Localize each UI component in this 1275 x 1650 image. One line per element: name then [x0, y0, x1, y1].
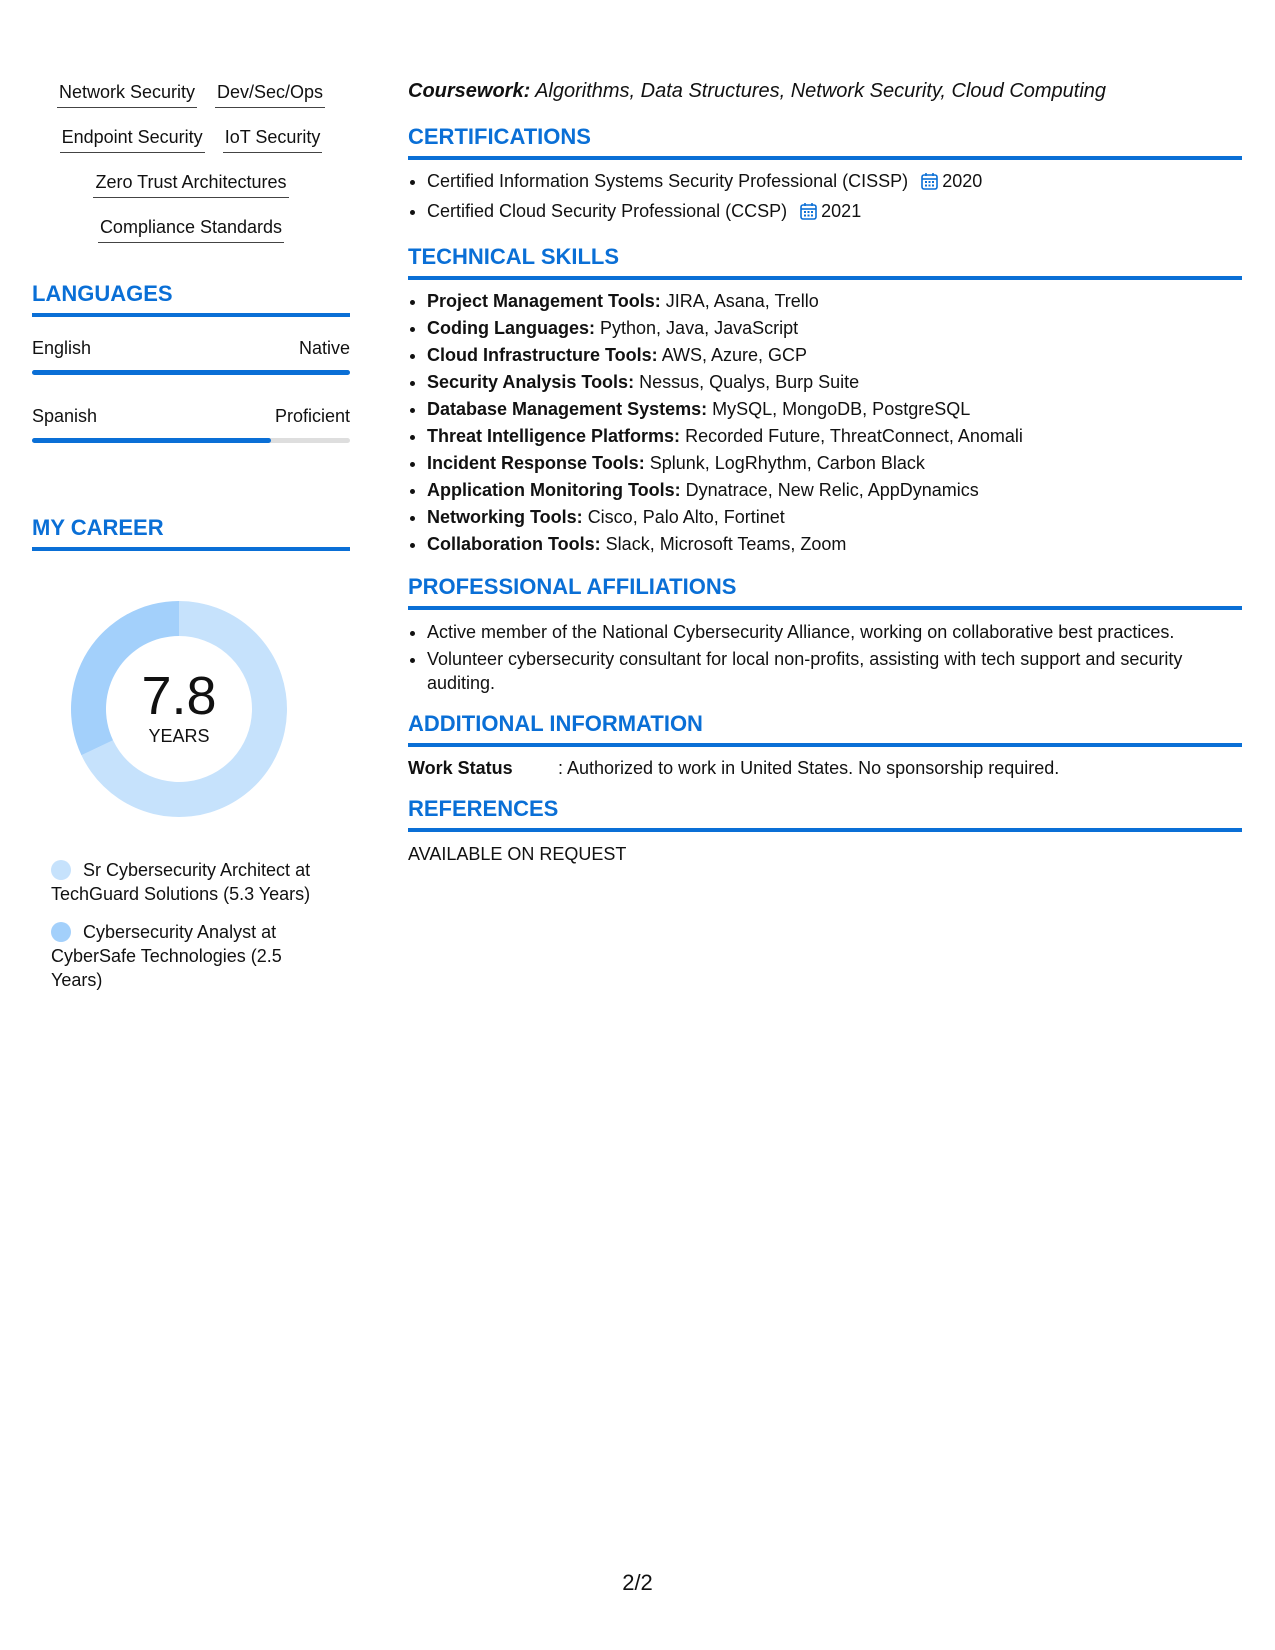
skill-value: Nessus, Qualys, Burp Suite	[639, 372, 860, 392]
additional-info-heading: ADDITIONAL INFORMATION	[408, 711, 1242, 747]
language-item	[32, 405, 350, 443]
skill-item	[427, 288, 1242, 315]
language-item	[32, 337, 350, 375]
technical-skills-list	[408, 288, 1242, 558]
technical-skills-heading: TECHNICAL SKILLS	[408, 244, 1242, 280]
right-column	[408, 78, 1242, 865]
skill-value: Python, Java, JavaScript	[600, 318, 799, 338]
references-heading: REFERENCES	[408, 796, 1242, 832]
skill-value: Splunk, LogRhythm, Carbon Black	[649, 453, 925, 473]
skill-label: Threat Intelligence Platforms:	[427, 426, 681, 446]
language-proficiency-bar	[32, 438, 350, 443]
skill-label: Project Management Tools:	[427, 291, 661, 311]
page-number: 2/2	[622, 1570, 653, 1595]
skill-value: AWS, Azure, GCP	[661, 345, 808, 365]
work-status-key: Work Status	[408, 758, 513, 778]
career-heading: MY CAREER	[32, 515, 350, 551]
career-legend	[51, 858, 331, 992]
skill-item	[427, 342, 1242, 369]
language-name: Spanish	[32, 406, 98, 426]
skill-tag: Compliance Standards	[98, 215, 284, 243]
skill-label: Security Analysis Tools:	[427, 372, 635, 392]
language-level: Native	[298, 338, 350, 358]
skill-label: Database Management Systems:	[427, 399, 708, 419]
skill-label: Networking Tools:	[427, 507, 583, 527]
affiliations-list	[408, 620, 1242, 695]
affiliation-item: • Volunteer cybersecurity consultant for local non-profits, assisting with tech support and security auditing.	[427, 647, 1242, 695]
languages-heading: LANGUAGES	[32, 281, 350, 317]
skill-tag: Zero Trust Architectures	[93, 170, 288, 198]
skill-tag: IoT Security	[223, 125, 323, 153]
skill-label: Cloud Infrastructure Tools:	[427, 345, 658, 365]
work-status-value: : Authorized to work in United States. No sponsorship required.	[558, 758, 1060, 778]
calendar-icon	[921, 171, 938, 198]
skill-item	[427, 396, 1242, 423]
tag-row	[32, 215, 350, 243]
certification-year: 2021	[821, 201, 862, 221]
certification-item	[427, 168, 1242, 198]
skill-tag: Dev/Sec/Ops	[215, 80, 325, 108]
skill-value: JIRA, Asana, Trello	[665, 291, 819, 311]
certifications-heading: CERTIFICATIONS	[408, 124, 1242, 160]
certification-name: Certified Information Systems Security Professional (CISSP)	[427, 171, 909, 191]
career-legend-item	[51, 858, 331, 906]
skill-item	[427, 369, 1242, 396]
legend-dot-icon	[51, 922, 71, 942]
skill-tag: Endpoint Security	[60, 125, 205, 153]
skill-value: Recorded Future, ThreatConnect, Anomali	[685, 426, 1023, 446]
skill-label: Coding Languages:	[427, 318, 595, 338]
skill-tag: Network Security	[57, 80, 197, 108]
coursework-label: Coursework:	[408, 80, 531, 102]
affiliation-item: • Active member of the National Cybersecurity Alliance, working on collaborative best practices.	[427, 620, 1242, 644]
skill-item	[427, 423, 1242, 450]
skill-item	[427, 504, 1242, 531]
language-name: English	[32, 338, 92, 358]
language-proficiency-fill	[32, 438, 271, 443]
skill-item	[427, 531, 1242, 558]
skill-label: Incident Response Tools:	[427, 453, 645, 473]
affiliations-heading: PROFESSIONAL AFFILIATIONS	[408, 574, 1242, 610]
legend-dot-icon	[51, 860, 71, 880]
certification-name: Certified Cloud Security Professional (CCSP)	[427, 201, 788, 221]
total-years-value: 7.8	[141, 666, 217, 726]
work-status-row	[408, 756, 1242, 780]
certification-item	[427, 198, 1242, 228]
career-legend-item	[51, 920, 331, 992]
calendar-icon	[800, 201, 817, 228]
certifications-list	[408, 168, 1242, 228]
skill-item	[427, 450, 1242, 477]
skill-label: Application Monitoring Tools:	[427, 480, 681, 500]
skill-value: Dynatrace, New Relic, AppDynamics	[685, 480, 979, 500]
skill-value: MySQL, MongoDB, PostgreSQL	[712, 399, 971, 419]
coursework	[408, 78, 1242, 104]
career-donut-chart	[66, 596, 292, 822]
language-proficiency-bar	[32, 370, 350, 375]
skill-item	[427, 315, 1242, 342]
total-years-label: YEARS	[148, 726, 210, 746]
language-proficiency-fill	[32, 370, 350, 375]
references-text: AVAILABLE ON REQUEST	[408, 844, 627, 864]
skill-value: Cisco, Palo Alto, Fortinet	[587, 507, 785, 527]
legend-label: Cybersecurity Analyst at CyberSafe Technologies (2.5 Years)	[51, 922, 282, 990]
coursework-text: Algorithms, Data Structures, Network Security, Cloud Computing	[535, 80, 1107, 102]
legend-label: Sr Cybersecurity Architect at TechGuard Solutions (5.3 Years)	[51, 860, 311, 904]
left-column	[32, 80, 350, 1006]
tag-row	[32, 170, 350, 198]
tag-row	[32, 80, 350, 108]
skill-tags	[32, 80, 350, 243]
skill-label: Collaboration Tools:	[427, 534, 601, 554]
skill-item	[427, 477, 1242, 504]
certification-year: 2020	[942, 171, 983, 191]
skill-value: Slack, Microsoft Teams, Zoom	[605, 534, 847, 554]
language-level: Proficient	[274, 406, 350, 426]
tag-row	[32, 125, 350, 153]
